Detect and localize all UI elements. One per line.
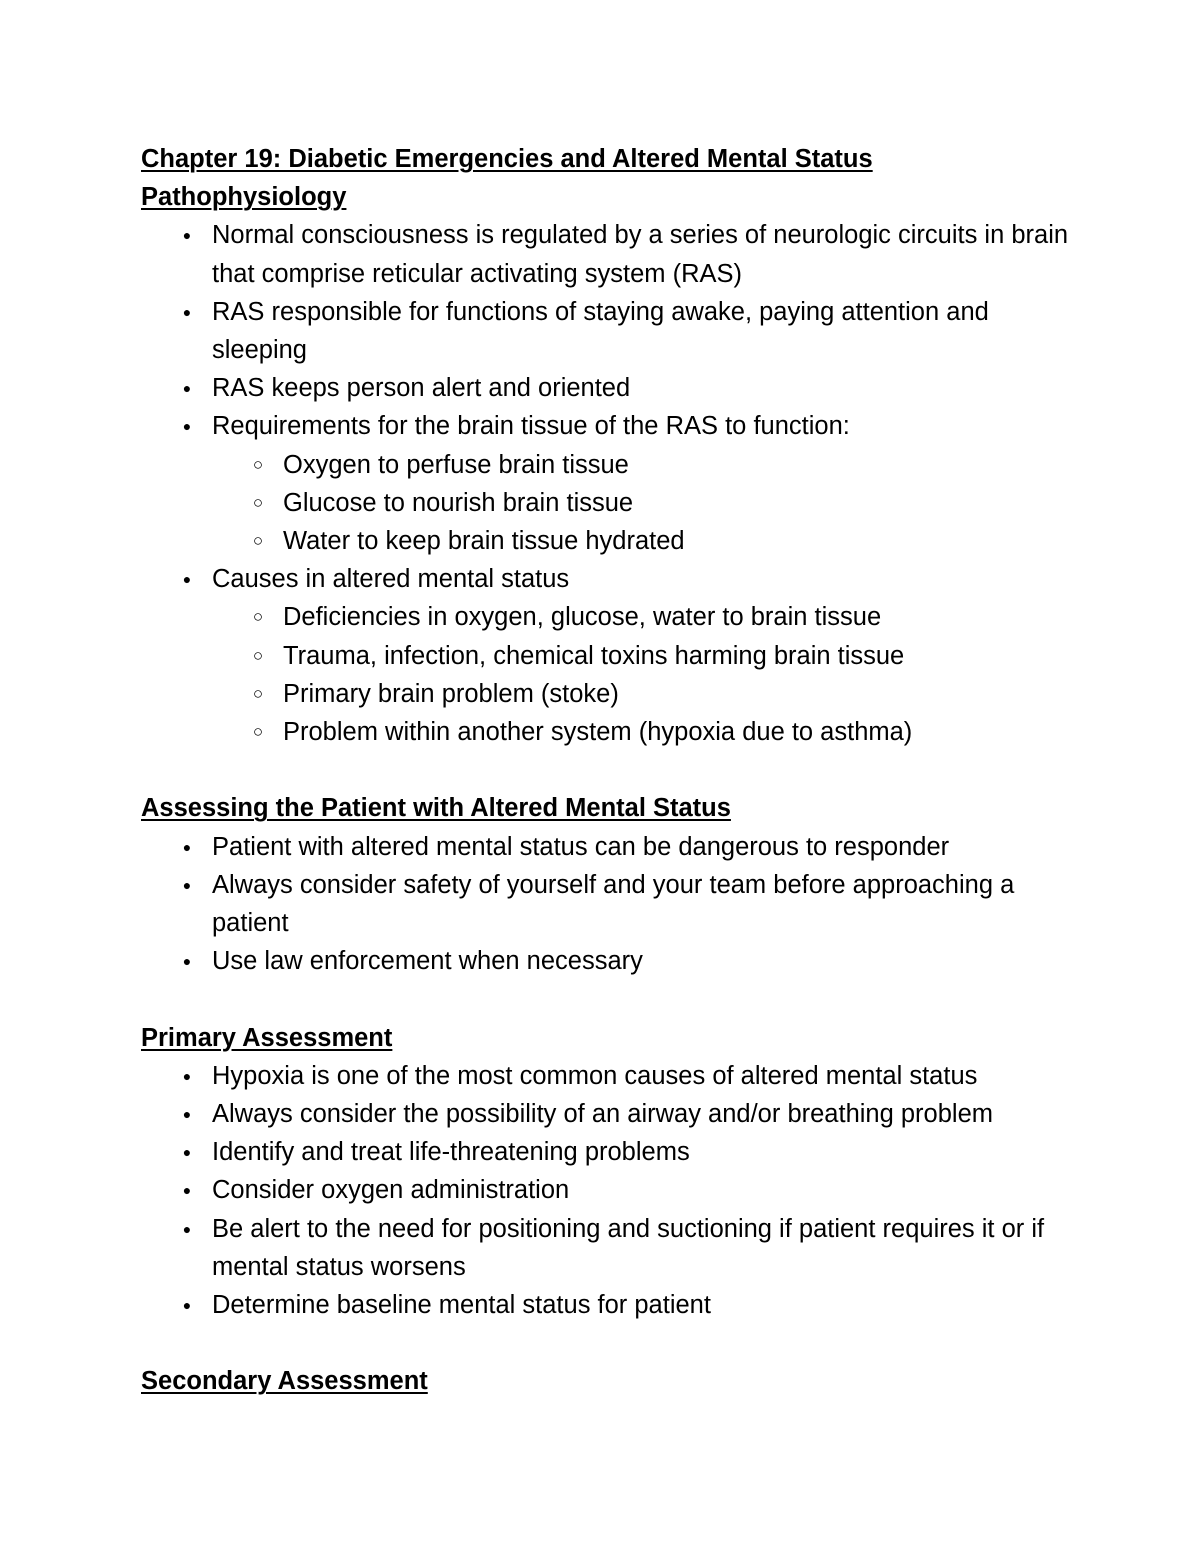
chapter-title: Chapter 19: Diabetic Emergencies and Altered Mental Status xyxy=(141,145,873,173)
filled-bullet-icon: ● xyxy=(182,380,192,397)
hollow-bullet-icon: ○ xyxy=(252,683,264,703)
filled-bullet-icon: ● xyxy=(182,876,192,893)
sub-list-item-text: Deficiencies in oxygen, glucose, water to brain tissue xyxy=(283,603,882,632)
filled-bullet-icon: ● xyxy=(182,227,192,244)
sub-list-item-text: Water to keep brain tissue hydrated xyxy=(283,527,685,556)
list-item-text: Causes in altered mental status xyxy=(212,565,570,594)
sub-list-item-text: Glucose to nourish brain tissue xyxy=(283,488,634,517)
sub-list-item-text: Oxygen to perfuse brain tissue xyxy=(283,450,629,479)
list-item-text: Be alert to the need for positioning and suctioning if patient requires it or if mental status worsens xyxy=(212,1214,1045,1281)
section-spacer xyxy=(141,751,1071,789)
filled-bullet-icon: ● xyxy=(182,1297,192,1314)
bullet-list xyxy=(141,1057,1071,1324)
bullet-list xyxy=(141,828,1071,981)
list-item xyxy=(141,1171,1071,1209)
list-item xyxy=(141,1210,1071,1286)
list-item-text: Requirements for the brain tissue of the RAS to function: xyxy=(212,412,850,441)
hollow-bullet-icon: ○ xyxy=(252,454,264,474)
list-item xyxy=(141,369,1071,407)
section-heading: Secondary Assessment xyxy=(141,1367,428,1396)
hollow-bullet-icon: ○ xyxy=(252,645,264,665)
filled-bullet-icon: ● xyxy=(182,838,192,855)
list-item-text: RAS keeps person alert and oriented xyxy=(212,374,631,403)
sub-list-item xyxy=(212,598,1071,636)
list-item xyxy=(141,1133,1071,1171)
filled-bullet-icon: ● xyxy=(182,1182,192,1199)
filled-bullet-icon: ● xyxy=(182,953,192,970)
filled-bullet-icon: ● xyxy=(182,303,192,320)
bullet-list xyxy=(141,216,1071,751)
list-item-text: Use law enforcement when necessary xyxy=(212,947,643,976)
list-item-text: Hypoxia is one of the most common causes of altered mental status xyxy=(212,1061,978,1090)
document-body xyxy=(141,178,1071,1400)
list-item-text: Normal consciousness is regulated by a series of neurologic circuits in brain that comprise reticular activating system (RAS) xyxy=(212,221,1069,288)
hollow-bullet-icon: ○ xyxy=(252,607,264,627)
list-item-text: Always consider safety of yourself and your team before approaching a patient xyxy=(212,870,1015,938)
list-item xyxy=(141,1095,1071,1133)
filled-bullet-icon: ● xyxy=(182,571,192,588)
section-spacer xyxy=(141,980,1071,1018)
list-item xyxy=(141,293,1071,369)
list-item xyxy=(141,1286,1071,1324)
list-item xyxy=(141,942,1071,980)
section-heading: Assessing the Patient with Altered Mental Status xyxy=(141,794,731,823)
list-item xyxy=(141,866,1071,942)
list-item-text: Patient with altered mental status can be dangerous to responder xyxy=(212,832,950,861)
sub-list-item xyxy=(212,637,1071,675)
sub-list-item xyxy=(212,675,1071,713)
section-heading: Pathophysiology xyxy=(141,183,347,212)
list-item-text: Identify and treat life-threatening problems xyxy=(212,1138,690,1167)
hollow-bullet-icon: ○ xyxy=(252,722,264,742)
filled-bullet-icon: ● xyxy=(182,1106,192,1123)
sub-list-item xyxy=(212,713,1071,751)
hollow-bullet-icon: ○ xyxy=(252,492,264,512)
filled-bullet-icon: ● xyxy=(182,1067,192,1084)
sub-list-item-text: Primary brain problem (stoke) xyxy=(283,679,619,708)
section-spacer xyxy=(141,1324,1071,1362)
list-item xyxy=(141,407,1071,560)
list-item-text: RAS responsible for functions of staying awake, paying attention and sleeping xyxy=(212,297,989,365)
sub-list-item xyxy=(212,484,1071,522)
filled-bullet-icon: ● xyxy=(182,418,192,435)
filled-bullet-icon: ● xyxy=(182,1220,192,1237)
hollow-bullet-icon: ○ xyxy=(252,531,264,551)
section-heading: Primary Assessment xyxy=(141,1023,393,1052)
list-item-text: Always consider the possibility of an airway and/or breathing problem xyxy=(212,1100,993,1129)
sub-bullet-list xyxy=(212,446,1071,561)
filled-bullet-icon: ● xyxy=(182,1144,192,1161)
document-page xyxy=(141,140,1071,1401)
list-item xyxy=(141,1057,1071,1095)
sub-list-item-text: Trauma, infection, chemical toxins harming brain tissue xyxy=(283,641,905,670)
sub-list-item xyxy=(212,522,1071,560)
sub-bullet-list xyxy=(212,598,1071,751)
list-item xyxy=(141,828,1071,866)
list-item-text: Determine baseline mental status for patient xyxy=(212,1291,711,1320)
list-item-text: Consider oxygen administration xyxy=(212,1176,570,1205)
list-item xyxy=(141,216,1071,292)
sub-list-item-text: Problem within another system (hypoxia due to asthma) xyxy=(283,718,913,747)
list-item xyxy=(141,560,1071,751)
sub-list-item xyxy=(212,446,1071,484)
